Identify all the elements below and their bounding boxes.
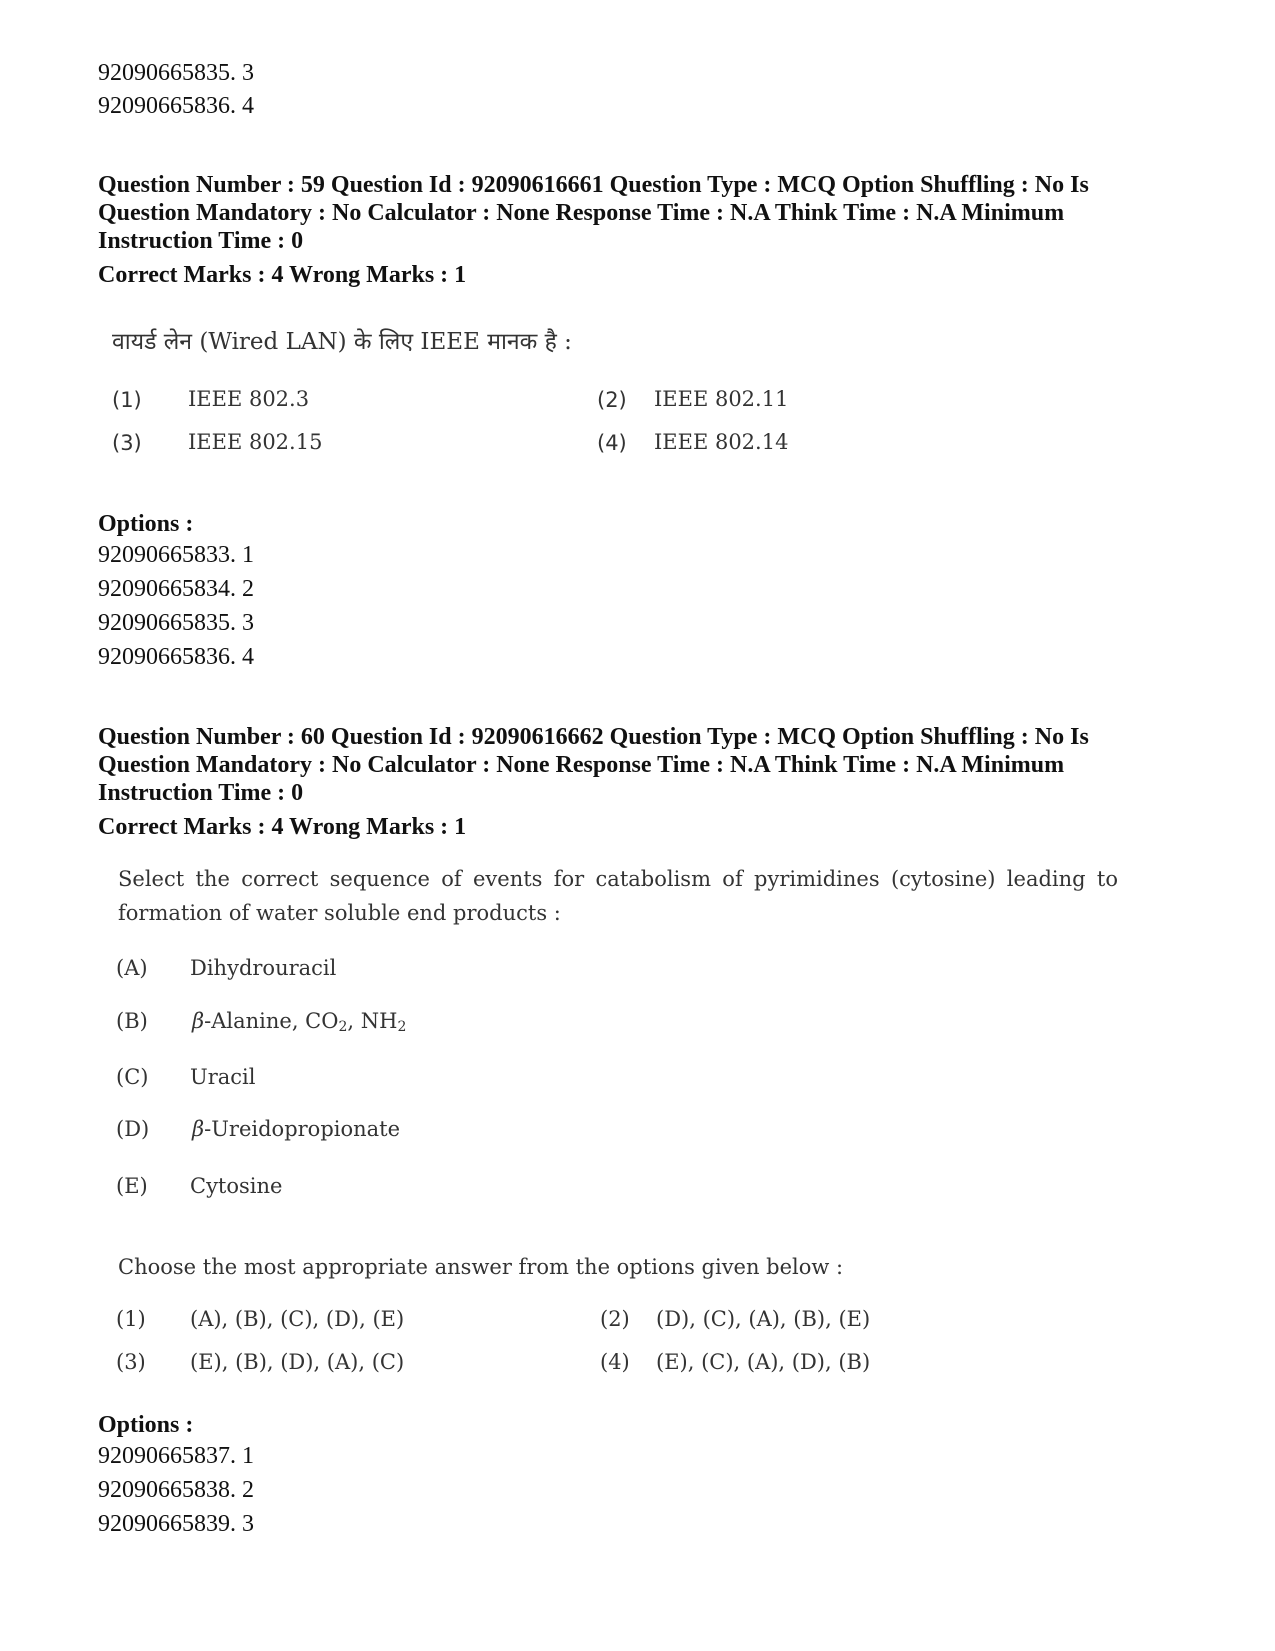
options-label: Options : [98,511,194,537]
item-text: Cytosine [190,1174,283,1198]
choice-text: (E), (C), (A), (D), (B) [656,1350,871,1374]
choice-text: IEEE 802.3 [188,387,310,411]
beta-symbol: β [192,1009,205,1033]
choice-number: (3) [116,1350,146,1374]
question-header-line: Question Number : 59 Question Id : 92090616661 Question Type : MCQ Option Shuffling : No Is [98,172,1089,198]
subscript: 2 [338,1019,348,1035]
item-letter: (B) [116,1009,148,1033]
choice-text: (E), (B), (D), (A), (C) [190,1350,405,1374]
question-text: Select the correct sequence of events for catabolism of pyrimidines (cytosine) leading to formation of water soluble end products : [118,867,1118,925]
option-line: 92090665839. 3 [98,1511,254,1537]
item-text-part: -Alanine, CO [204,1009,339,1033]
item-text [192,1117,400,1141]
option-line: 92090665838. 2 [98,1477,254,1503]
choice-number: (1) [112,388,142,412]
question-marks: Correct Marks : 4 Wrong Marks : 1 [98,262,467,288]
choice-text: IEEE 802.11 [654,387,789,411]
question-header-line: Instruction Time : 0 [98,780,304,806]
item-letter: (D) [116,1117,150,1141]
item-text: Dihydrouracil [190,956,337,980]
option-line: 92090665837. 1 [98,1443,254,1469]
choice-number: (2) [600,1307,630,1331]
choose-instruction: Choose the most appropriate answer from the options given below : [118,1255,844,1279]
option-line: 92090665835. 3 [98,610,254,636]
option-line: 92090665836. 4 [98,644,254,670]
question-header-line: Question Number : 60 Question Id : 92090616662 Question Type : MCQ Option Shuffling : No Is [98,724,1089,750]
choice-text: (D), (C), (A), (B), (E) [656,1307,871,1331]
option-line: 92090665836. 4 [98,93,254,119]
beta-symbol: β [192,1117,205,1141]
choice-number: (2) [597,388,627,412]
choice-number: (3) [112,431,142,455]
item-text-part: -Ureidopropionate [204,1117,401,1141]
choice-number: (4) [600,1350,630,1374]
question-header-line: Instruction Time : 0 [98,228,304,254]
subscript: 2 [397,1019,407,1035]
choice-text: (A), (B), (C), (D), (E) [190,1307,405,1331]
item-text [192,1009,406,1035]
option-line: 92090665833. 1 [98,542,254,568]
choice-text: IEEE 802.15 [188,430,323,454]
item-letter: (A) [116,956,148,980]
item-text: Uracil [190,1065,256,1089]
option-line: 92090665835. 3 [98,60,254,86]
question-marks: Correct Marks : 4 Wrong Marks : 1 [98,814,467,840]
choice-text: IEEE 802.14 [654,430,789,454]
question-header-line: Question Mandatory : No Calculator : None Response Time : N.A Think Time : N.A Minimum [98,200,1065,226]
question-text: वायर्ड लेन (Wired LAN) के लिए IEEE मानक है : [112,329,572,355]
choice-number: (4) [597,431,627,455]
question-header-line: Question Mandatory : No Calculator : None Response Time : N.A Think Time : N.A Minimum [98,752,1065,778]
options-label: Options : [98,1412,194,1438]
item-letter: (E) [116,1174,148,1198]
choice-number: (1) [116,1307,146,1331]
item-letter: (C) [116,1065,149,1089]
option-line: 92090665834. 2 [98,576,254,602]
item-text-part: , NH [347,1009,398,1033]
